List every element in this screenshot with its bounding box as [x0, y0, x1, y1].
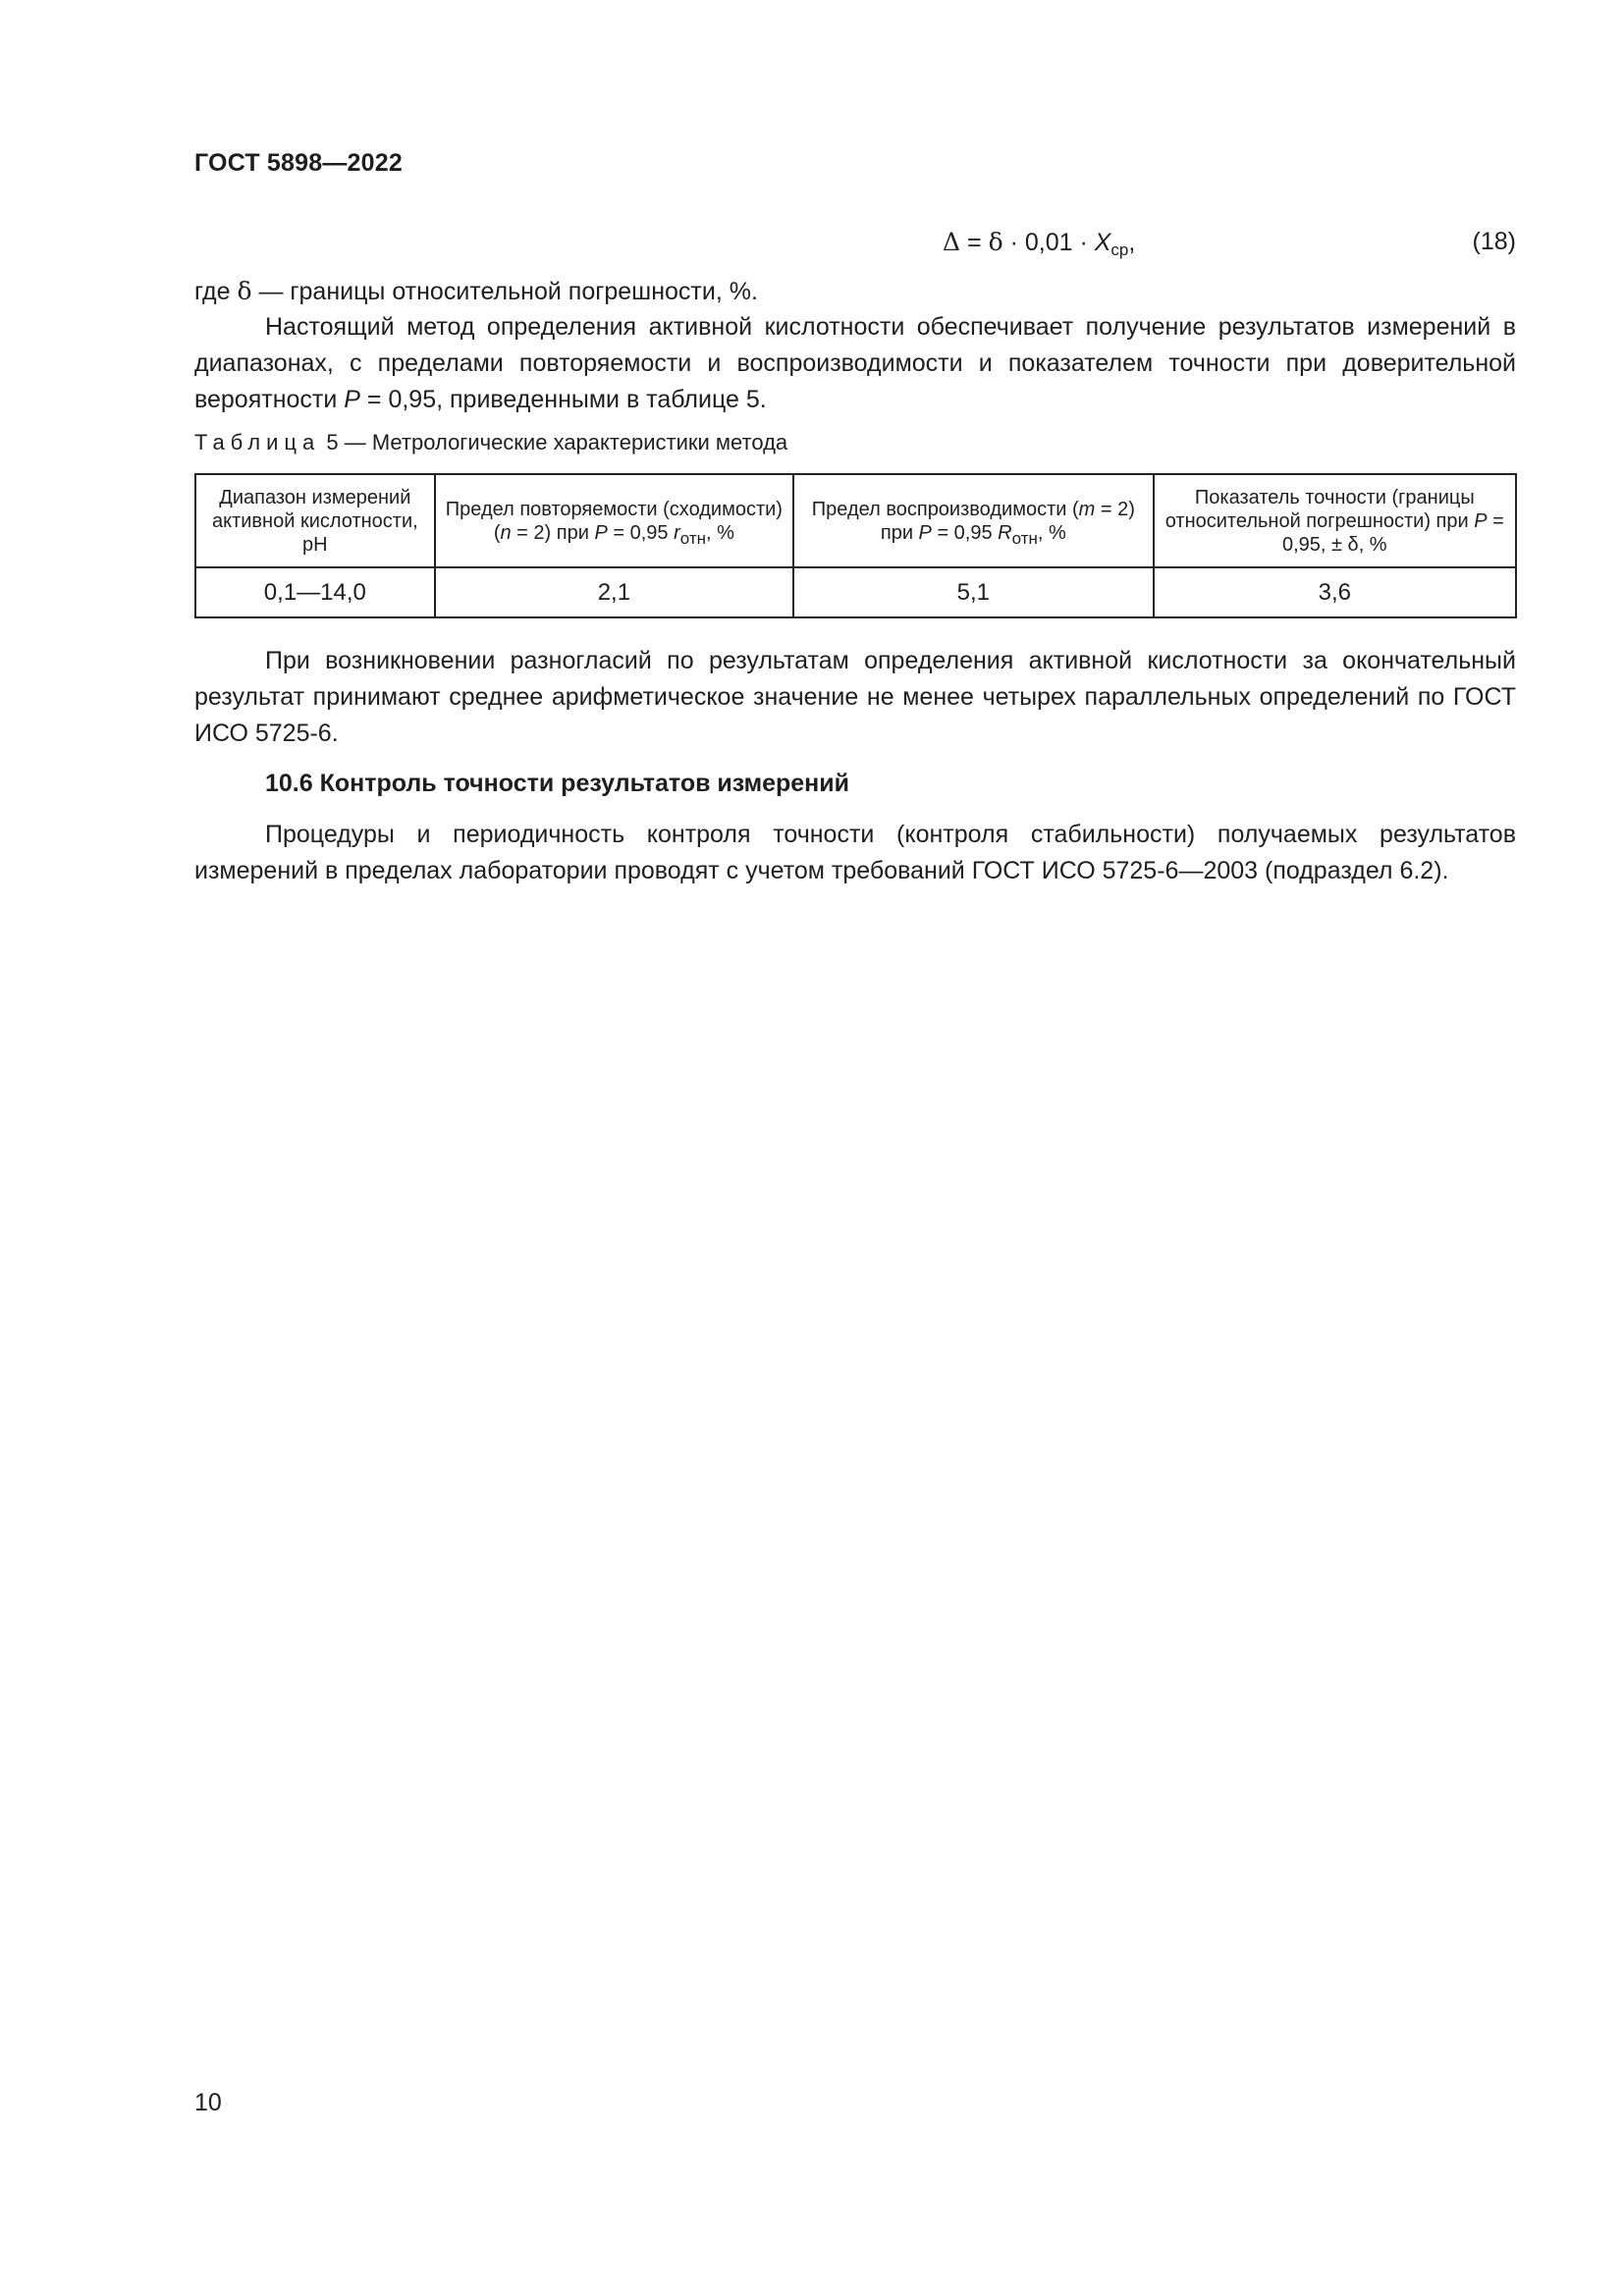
header-reproducibility — [793, 474, 1154, 567]
cell-accuracy: 3,6 — [1154, 567, 1516, 617]
header-accuracy-p: P — [1474, 509, 1488, 532]
header-repeatability-r: r — [674, 521, 680, 544]
header-reproducibility-b: = 2) при — [880, 498, 1135, 544]
paragraph-1-p: P — [344, 386, 360, 413]
formula-var: X — [1094, 229, 1111, 256]
where-prefix: где — [194, 278, 238, 305]
formula-eq: = — [960, 229, 989, 256]
cell-repeatability: 2,1 — [435, 567, 793, 617]
header-repeatability-d: , % — [706, 521, 734, 544]
cell-reproducibility: 5,1 — [793, 567, 1154, 617]
header-reproducibility-c: = 0,95 — [931, 521, 999, 544]
table-caption-label: Таблица — [194, 430, 321, 454]
header-repeatability-a: Предел повторяемости (сходимости) ( — [445, 498, 783, 544]
header-accuracy-b: = 0,95, ± δ, % — [1281, 509, 1504, 556]
header-repeatability-n: n — [500, 521, 512, 544]
header-reproducibility-d: , % — [1037, 521, 1066, 544]
header-repeatability — [435, 474, 793, 567]
header-reproducibility-r: R — [998, 521, 1012, 544]
paragraph-1-tail: = 0,95, приведенными в таблице 5. — [359, 386, 767, 413]
paragraph-1 — [194, 309, 1516, 418]
formula-lhs: Δ — [943, 228, 961, 256]
header-accuracy — [1154, 474, 1516, 567]
where-text: — границы относительной погрешности, %. — [251, 278, 758, 305]
page-number: 10 — [194, 2089, 222, 2116]
formula-var-sub: ср — [1110, 240, 1129, 259]
paragraph-2: При возникновении разногласий по результатам определения активной кислотности за окончательный результат принимают среднее арифметическое значение не менее четырех параллельных определений по ГОСТ ИСО 5725-6. — [194, 647, 1516, 747]
metrology-table — [194, 473, 1517, 618]
header-reproducibility-a: Предел воспроизводимости ( — [811, 498, 1079, 520]
formula-delta: δ — [988, 228, 1003, 256]
header-repeatability-c: = 0,95 — [607, 521, 675, 544]
table-caption-text: 5 — Метрологические характеристики метода — [320, 430, 788, 454]
formula-number: (18) — [1472, 228, 1516, 255]
header-reproducibility-sub: отн — [1011, 528, 1038, 548]
paragraph-3: Процедуры и периодичность контроля точности (контроля стабильности) получаемых результатов измерений в пределах лаборатории проводят с учетом требований ГОСТ ИСО 5725-6—2003 (подраздел 6.2). — [194, 821, 1516, 884]
header-repeatability-p: P — [594, 521, 608, 544]
cell-range: 0,1—14,0 — [195, 567, 435, 617]
table-caption — [194, 430, 787, 455]
document-header: ГОСТ 5898—2022 — [194, 149, 403, 177]
paragraph-1-text: Настоящий метод определения активной кислотности обеспечивает получение результатов измерений в диапазонах, с пределами повторяемости и воспроизводимости и показателем точности при доверительной вероятности — [194, 313, 1516, 413]
header-reproducibility-p: P — [918, 521, 932, 544]
header-accuracy-a: Показатель точности (границы относительной погрешности) при — [1164, 486, 1475, 532]
table-row — [195, 567, 1516, 617]
section-heading: 10.6 Контроль точности результатов измерений — [265, 770, 850, 797]
header-reproducibility-m: m — [1078, 498, 1096, 520]
where-clause — [194, 273, 1516, 310]
header-range: Диапазон измерений активной кислотности, рН — [195, 474, 435, 567]
header-repeatability-sub: отн — [679, 528, 707, 548]
table-header-row — [195, 474, 1516, 567]
formula-expression — [943, 228, 1135, 257]
where-symbol: δ — [237, 277, 252, 305]
formula-18 — [194, 222, 1516, 261]
header-repeatability-b: = 2) при — [511, 521, 595, 544]
formula-mid: · 0,01 · — [1002, 229, 1095, 256]
formula-tail: , — [1128, 229, 1136, 256]
